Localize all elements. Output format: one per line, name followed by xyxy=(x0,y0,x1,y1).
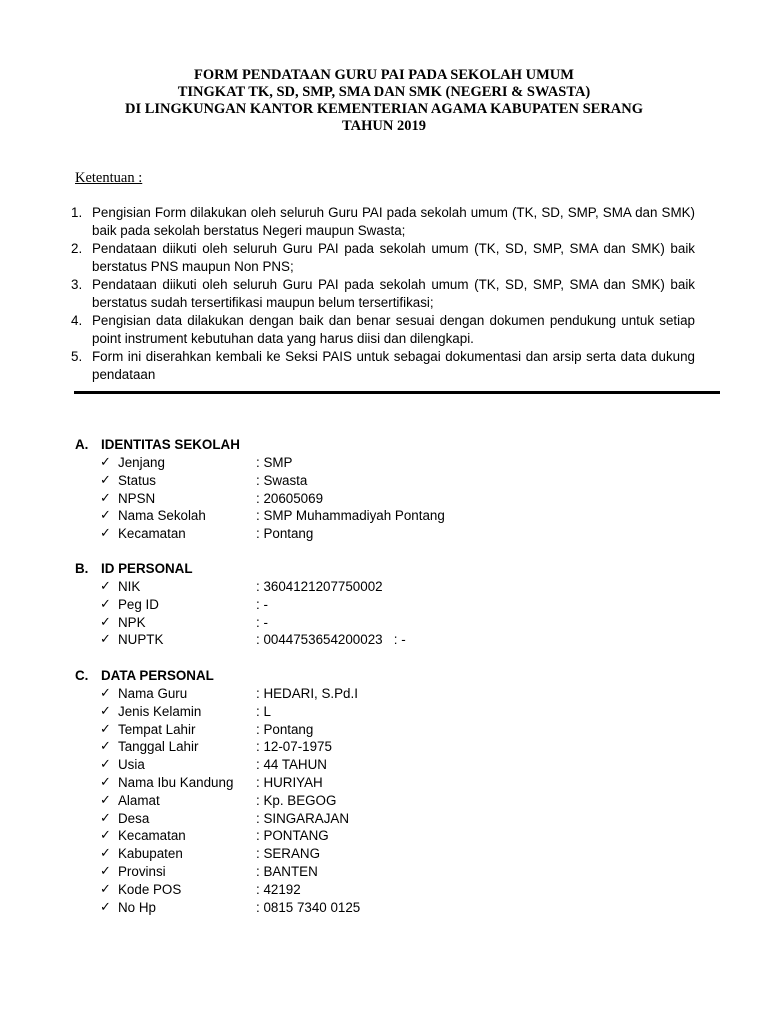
field-value: : 12-07-1975 xyxy=(256,739,332,755)
checkmark-icon: ✓ xyxy=(100,508,111,524)
field-value: : 0815 7340 0125 xyxy=(256,899,361,915)
checkmark-icon: ✓ xyxy=(100,703,111,719)
checkmark-icon: ✓ xyxy=(100,792,111,808)
field-value: : 3604121207750002 xyxy=(256,579,383,594)
checkmark-icon: ✓ xyxy=(100,739,111,755)
checkmark-icon: ✓ xyxy=(100,810,111,826)
field-value: : Swasta xyxy=(256,472,308,488)
field-label: Nama Guru xyxy=(118,686,188,701)
section-title: IDENTITAS SEKOLAH xyxy=(101,437,240,452)
checkmark-icon: ✓ xyxy=(100,863,111,879)
field-value: : 20605069 xyxy=(256,490,324,506)
section-letter: C. xyxy=(75,668,89,683)
checkmark-icon: ✓ xyxy=(100,472,111,488)
field-value: : 44 TAHUN xyxy=(256,757,327,773)
field-value: : SINGARAJAN xyxy=(256,810,350,826)
field-value: : - xyxy=(256,596,268,612)
field-label: Alamat xyxy=(118,792,160,808)
item-number: 3. xyxy=(71,277,83,292)
field-label: Usia xyxy=(118,757,145,773)
checkmark-icon: ✓ xyxy=(100,490,111,506)
field-value: : 0044753654200023 : - xyxy=(256,632,406,648)
checkmark-icon: ✓ xyxy=(100,757,111,773)
section-b-heading xyxy=(75,560,193,578)
checkmark-icon: ✓ xyxy=(100,526,111,542)
field-label: No Hp xyxy=(118,899,156,915)
field-label: Nama Sekolah xyxy=(118,508,206,524)
title-line-4: TAHUN 2019 xyxy=(342,118,426,134)
ketentuan-item xyxy=(71,204,695,240)
item-text: Pengisian data dilakukan dengan baik dan benar sesuai dengan dokumen pendukung untuk setiap point instrument kebutuhan data yang harus diisi dan dilengkapi. xyxy=(92,313,695,346)
field-label: NUPTK xyxy=(118,632,164,648)
field-label: NPSN xyxy=(118,490,156,506)
field-label: Tempat Lahir xyxy=(118,721,196,737)
document-title xyxy=(0,67,768,135)
title-line-3: DI LINGKUNGAN KANTOR KEMENTERIAN AGAMA KABUPATEN SERANG xyxy=(124,101,644,117)
item-number: 5. xyxy=(71,349,83,364)
checkmark-icon: ✓ xyxy=(100,632,111,648)
checkmark-icon: ✓ xyxy=(100,596,111,612)
item-number: 1. xyxy=(71,205,83,220)
checkmark-icon: ✓ xyxy=(100,614,111,630)
field-label: Tanggal Lahir xyxy=(118,739,199,755)
checkmark-icon: ✓ xyxy=(100,455,111,470)
checkmark-icon: ✓ xyxy=(100,899,111,915)
field-value: : 42192 xyxy=(256,881,301,897)
section-a-heading xyxy=(75,436,240,454)
field-label: Status xyxy=(118,472,156,488)
field-value: : PONTANG xyxy=(256,828,329,844)
section-c-heading xyxy=(75,667,214,685)
ketentuan-label: Ketentuan : xyxy=(75,170,143,186)
title-line-1: FORM PENDATAAN GURU PAI PADA SEKOLAH UMUM xyxy=(194,67,574,83)
item-text: Pendataan diikuti oleh seluruh Guru PAI pada sekolah umum (TK, SD, SMP, SMA dan SMK) baik berstatus sudah tersertifikasi maupun belum tersertifikasi; xyxy=(92,277,695,310)
ketentuan-item xyxy=(71,276,695,312)
field-label: Nama Ibu Kandung xyxy=(118,774,234,790)
section-letter: A. xyxy=(75,437,89,452)
field-value: : L xyxy=(256,703,271,719)
field-label: Kecamatan xyxy=(118,828,186,844)
field-value: : Pontang xyxy=(256,526,314,542)
field-label: NIK xyxy=(118,579,141,594)
field-label: Kecamatan xyxy=(118,526,186,542)
field-label: Peg ID xyxy=(118,596,159,612)
field-label: Desa xyxy=(118,810,150,826)
field-label: Jenis Kelamin xyxy=(118,703,202,719)
section-title: ID PERSONAL xyxy=(101,561,193,576)
horizontal-divider xyxy=(74,391,720,394)
checkmark-icon: ✓ xyxy=(100,828,111,844)
field-value: : SERANG xyxy=(256,846,320,862)
field-label: Provinsi xyxy=(118,863,166,879)
item-number: 4. xyxy=(71,313,83,328)
item-text: Form ini diserahkan kembali ke Seksi PAIS untuk sebagai dokumentasi dan arsip serta data dukung pendataan xyxy=(92,349,695,382)
ketentuan-item xyxy=(71,240,695,276)
checkmark-icon: ✓ xyxy=(100,579,111,594)
field-label: NPK xyxy=(118,614,146,630)
item-text: Pengisian Form dilakukan oleh seluruh Guru PAI pada sekolah umum (TK, SD, SMP, SMA dan SMK) baik pada sekolah berstatus Negeri maupun Swasta; xyxy=(92,205,695,238)
checkmark-icon: ✓ xyxy=(100,721,111,737)
field-value: : SMP xyxy=(256,455,293,470)
item-number: 2. xyxy=(71,241,83,256)
field-value: : Kp. BEGOG xyxy=(256,792,337,808)
section-title: DATA PERSONAL xyxy=(101,668,214,683)
field-label: Kode POS xyxy=(118,881,182,897)
checkmark-icon: ✓ xyxy=(100,846,111,862)
section-letter: B. xyxy=(75,561,89,576)
title-line-2: TINGKAT TK, SD, SMP, SMA DAN SMK (NEGERI & SWASTA) xyxy=(177,84,591,100)
field-label: Jenjang xyxy=(118,455,165,470)
field-value: : Pontang xyxy=(256,721,314,737)
field-value: : HEDARI, S.Pd.I xyxy=(256,686,358,701)
item-text: Pendataan diikuti oleh seluruh Guru PAI pada sekolah umum (TK, SD, SMP, SMA dan SMK) baik berstatus PNS maupun Non PNS; xyxy=(92,241,695,274)
field-label: Kabupaten xyxy=(118,846,183,862)
ketentuan-list xyxy=(71,204,695,384)
field-value: : HURIYAH xyxy=(256,774,323,790)
ketentuan-item xyxy=(71,348,695,384)
ketentuan-item xyxy=(71,312,695,348)
checkmark-icon: ✓ xyxy=(100,774,111,790)
checkmark-icon: ✓ xyxy=(100,881,111,897)
field-value: : BANTEN xyxy=(256,863,318,879)
field-value: : SMP Muhammadiyah Pontang xyxy=(256,508,445,524)
checkmark-icon: ✓ xyxy=(100,686,111,701)
field-value: : - xyxy=(256,614,268,630)
